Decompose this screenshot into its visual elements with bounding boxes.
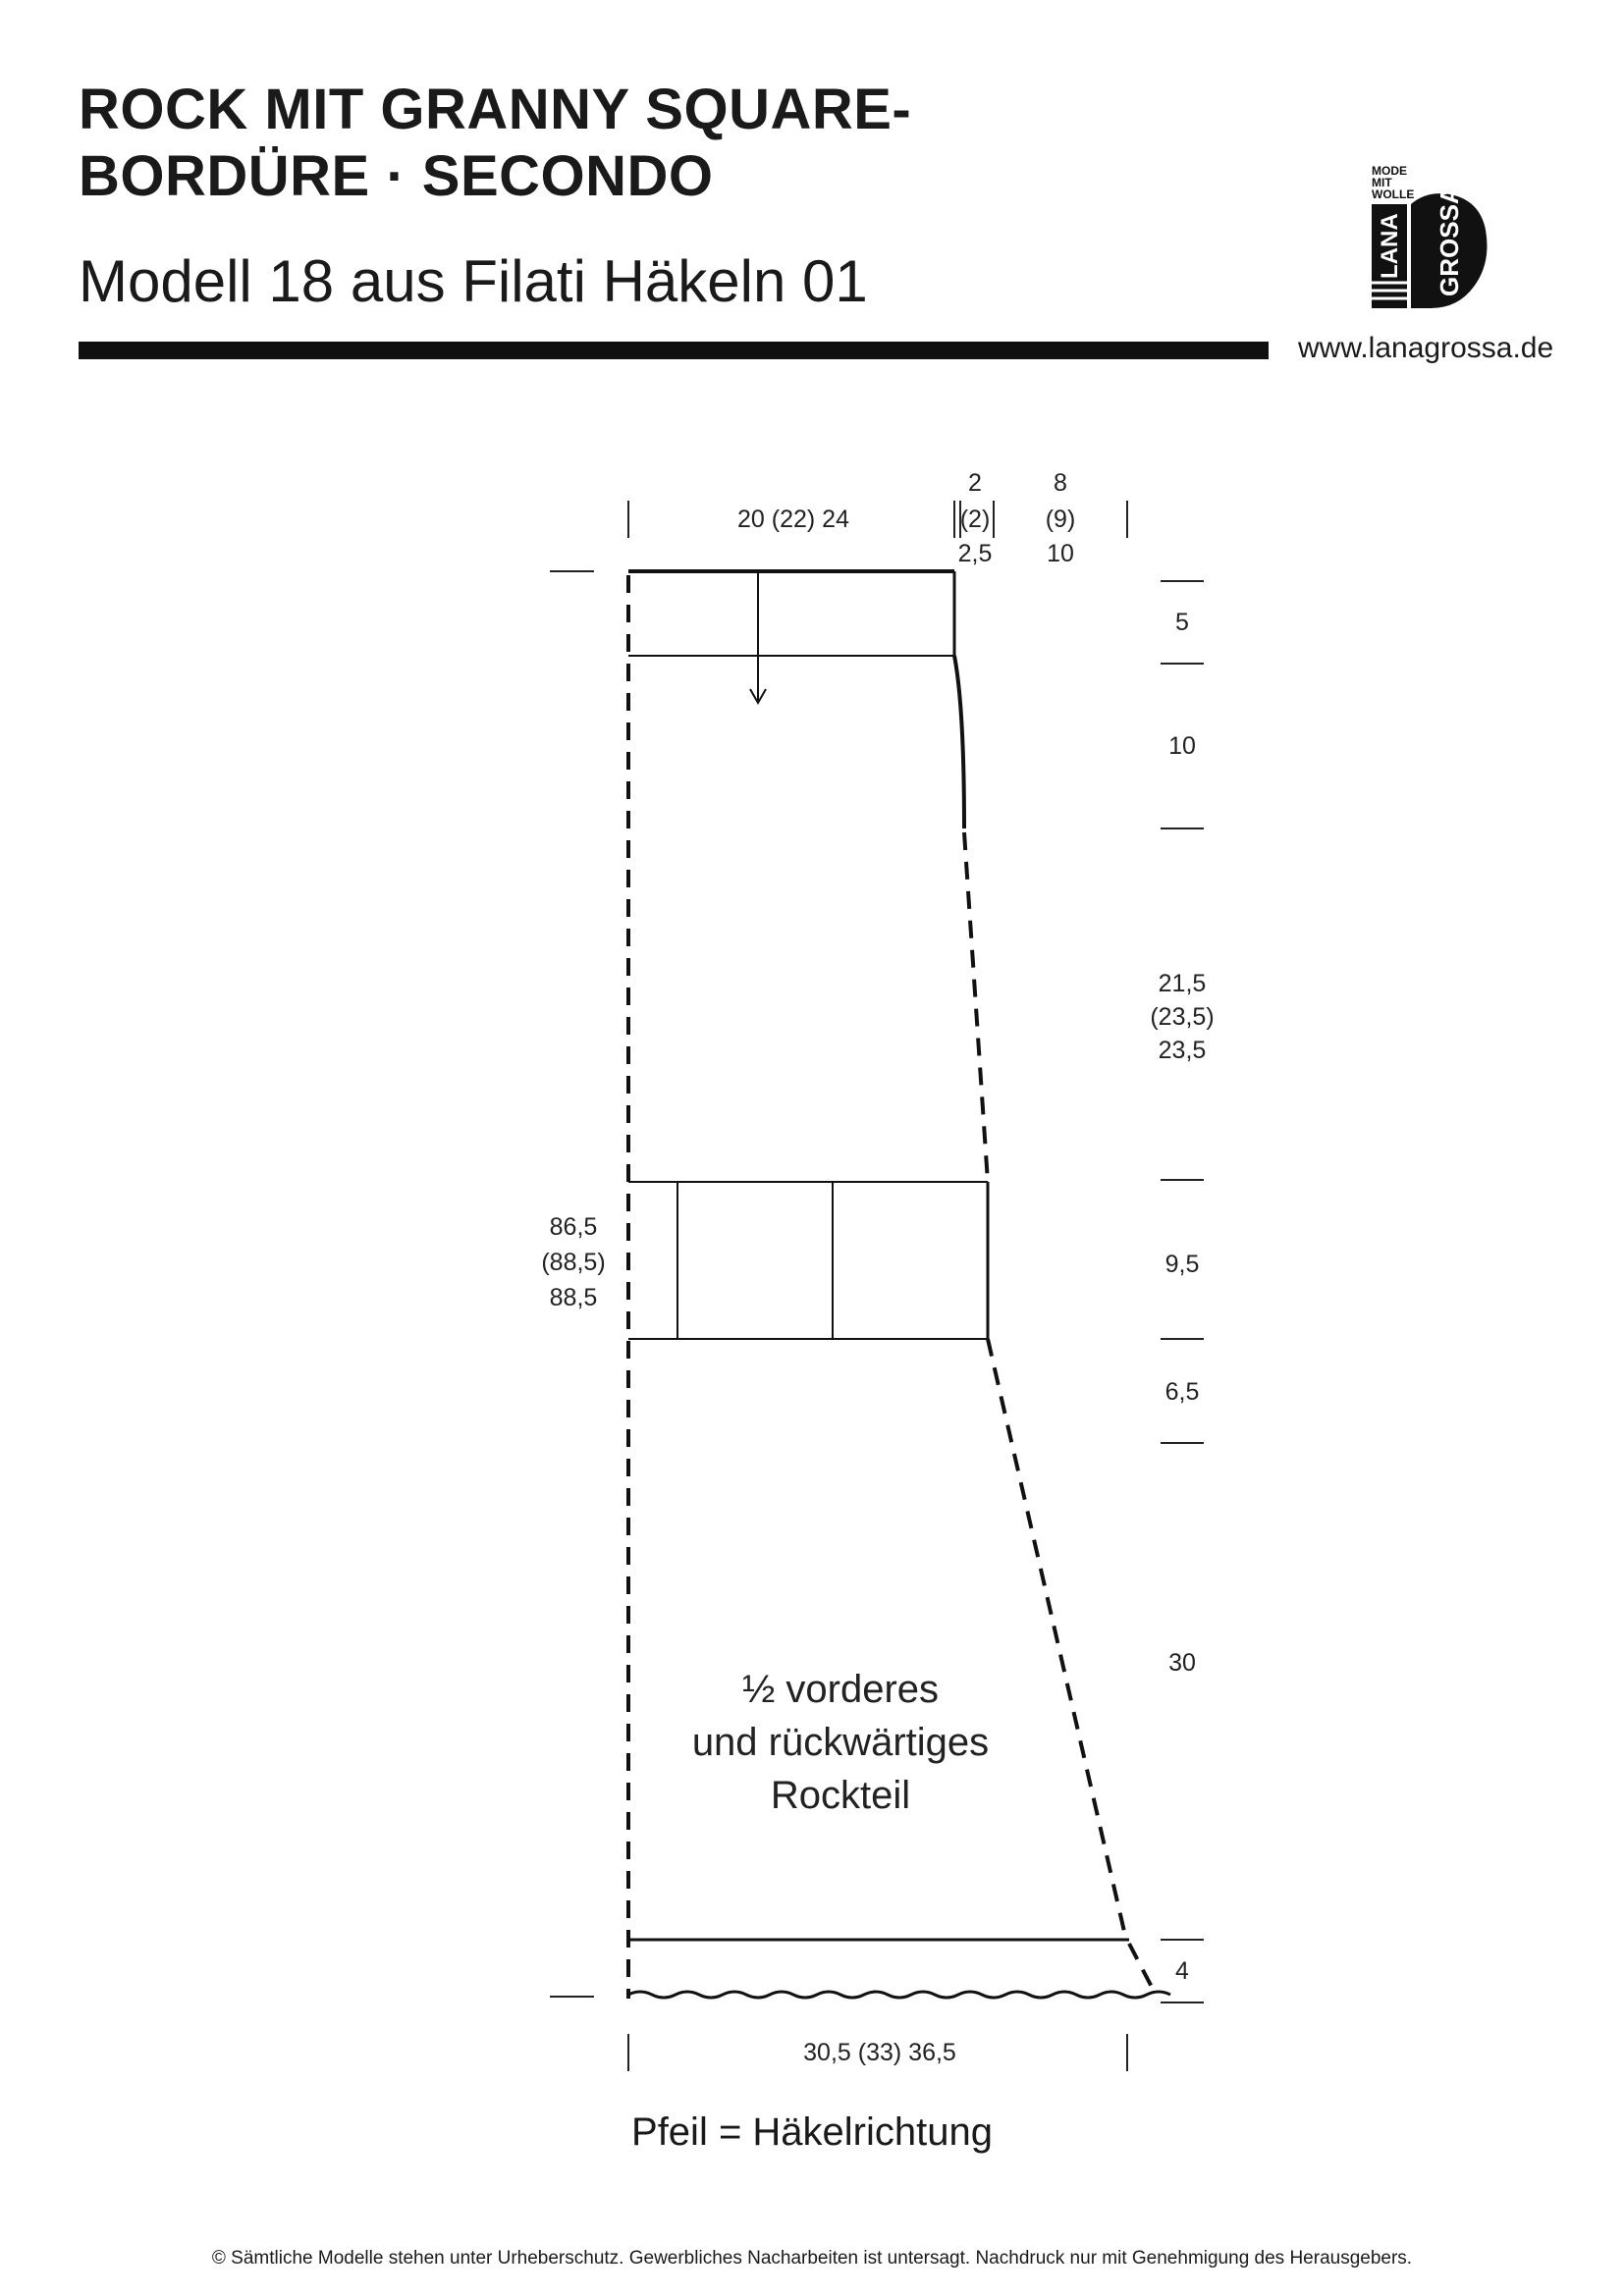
- copyright-notice: © Sämtliche Modelle stehen unter Urheberschutz. Gewerbliches Nacharbeiten ist untersagt. Nachdruck nur mit Genehmigung des Herausgebers.: [211, 2248, 1413, 2269]
- top-width-side-1: 8: [1054, 469, 1067, 497]
- top-width-shaping-2: (2): [959, 506, 991, 533]
- piece-label-3: Rockteil: [770, 1774, 911, 1817]
- height-waistband: 5: [1175, 609, 1189, 636]
- piece-label-2: und rückwärtiges: [691, 1721, 990, 1764]
- height-below-border: 6,5: [1164, 1378, 1200, 1406]
- piece-label-1: ½ vorderes: [741, 1668, 940, 1711]
- total-length-3: 88,5: [549, 1284, 598, 1311]
- height-middle-2: (23,5): [1150, 1003, 1215, 1031]
- top-width-shaping-3: 2,5: [957, 540, 993, 567]
- website-url: www.lanagrossa.de: [1298, 332, 1554, 364]
- top-width-waistband: 20 (22) 24: [737, 506, 849, 533]
- side-edge-dashed: [964, 832, 1155, 1993]
- granny-square-border: [628, 1182, 988, 1339]
- hem-wavy-edge: [628, 1992, 1170, 1998]
- height-granny-border: 9,5: [1164, 1251, 1200, 1278]
- logo-tagline-2: MIT: [1372, 176, 1392, 189]
- crochet-direction-arrow: [750, 571, 766, 703]
- arrow-legend: Pfeil = Häkelrichtung: [631, 2110, 993, 2154]
- logo-tagline-3: WOLLE: [1372, 187, 1415, 201]
- height-upper-shaping: 10: [1168, 732, 1196, 760]
- logo-brand-right: GROSSA: [1435, 186, 1464, 296]
- page-subtitle: Modell 18 aus Filati Häkeln 01: [79, 248, 868, 314]
- title-line-2: BORDÜRE · SECONDO: [79, 144, 714, 208]
- bottom-width: 30,5 (33) 36,5: [803, 2039, 956, 2066]
- waistband-outline: [628, 571, 964, 828]
- height-middle-3: 23,5: [1158, 1037, 1207, 1064]
- height-hem: 4: [1175, 1957, 1189, 1985]
- top-width-side-3: 10: [1047, 540, 1074, 567]
- top-width-side-2: (9): [1045, 506, 1076, 533]
- logo-brand-left: LANA: [1377, 213, 1403, 279]
- logo-tagline-1: MODE: [1372, 165, 1407, 178]
- top-width-shaping-1: 2: [968, 469, 982, 497]
- extent-ticks: [550, 501, 1204, 2071]
- title-line-1: ROCK MIT GRANNY SQUARE-: [79, 78, 912, 141]
- height-lower-panel: 30: [1168, 1649, 1196, 1677]
- total-length-2: (88,5): [541, 1249, 606, 1276]
- total-length-1: 86,5: [549, 1213, 598, 1241]
- height-middle-1: 21,5: [1158, 970, 1207, 997]
